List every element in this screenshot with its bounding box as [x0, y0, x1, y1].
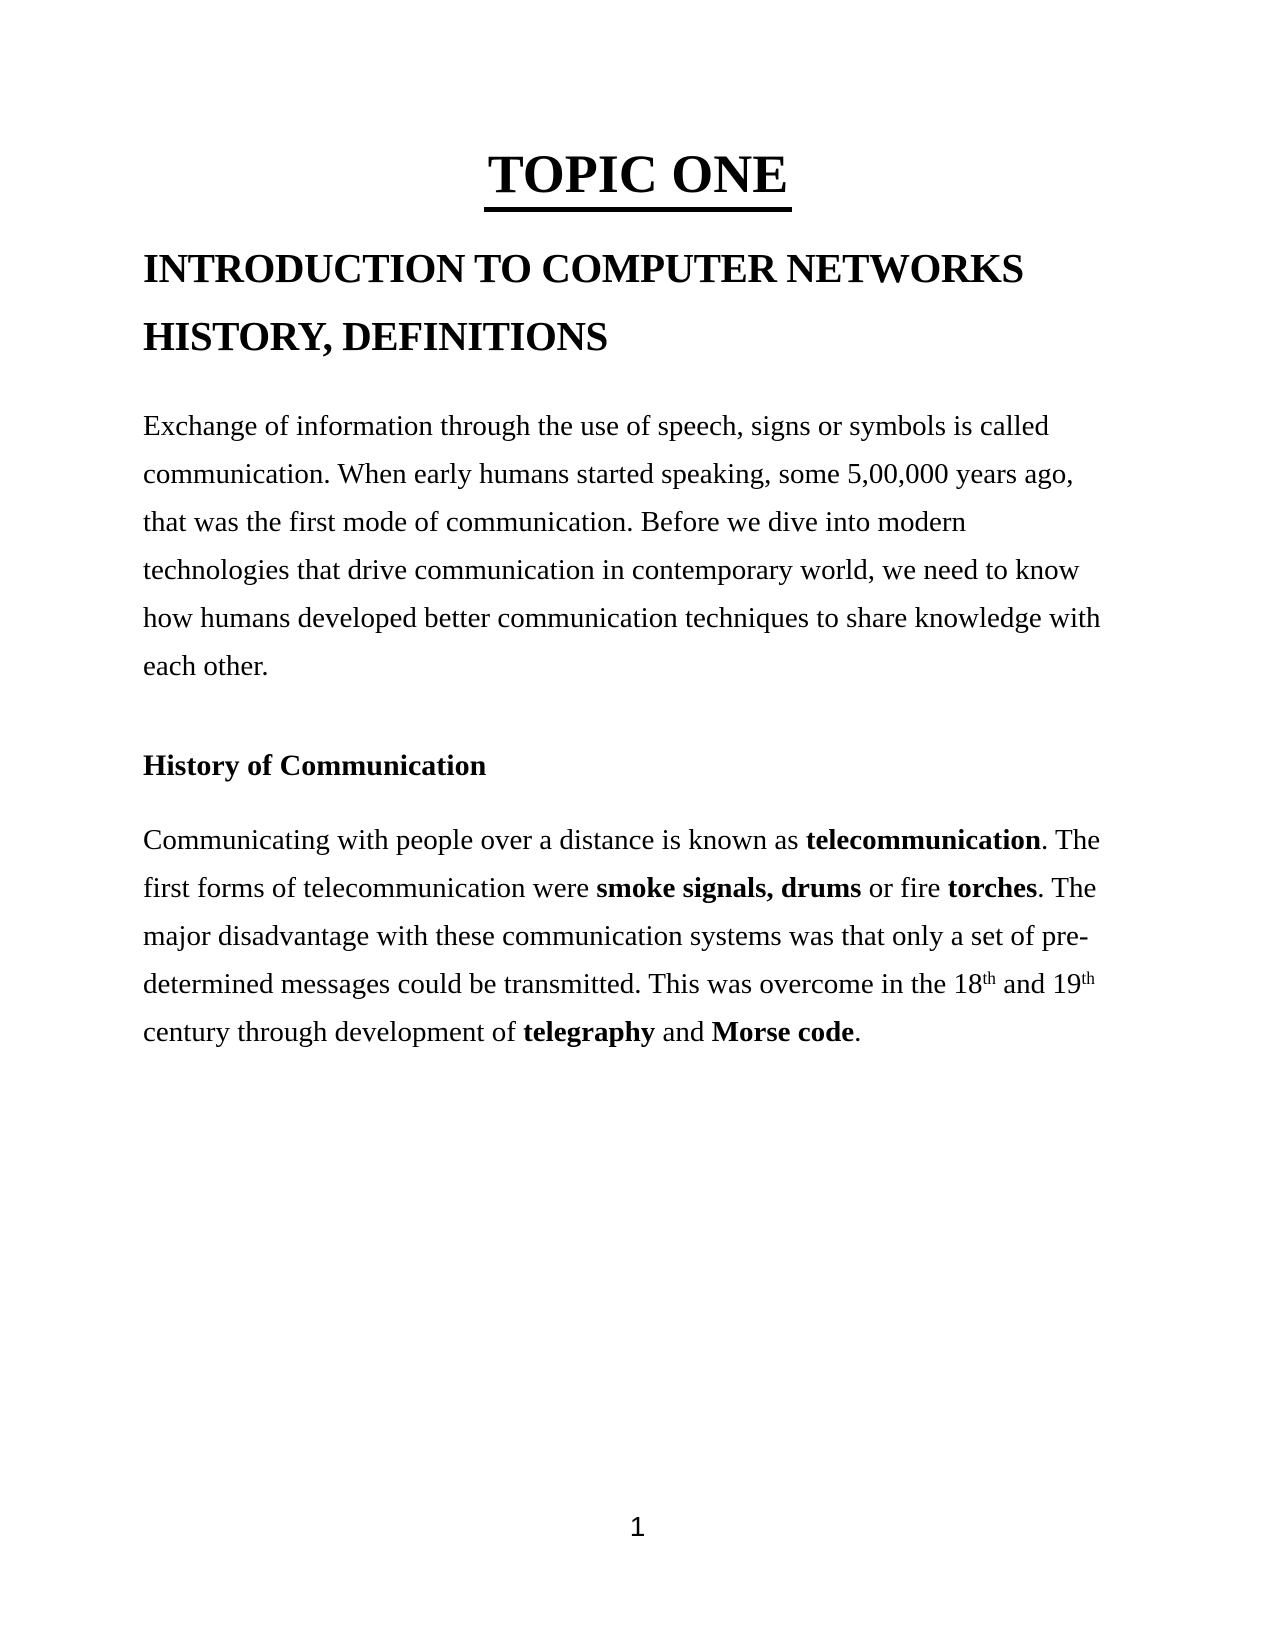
- text-line: communication. When early humans started speaking, some 5,00,000 years ago,: [143, 458, 1074, 490]
- text-line: century through development of telegraphy and Morse code.: [143, 1016, 862, 1048]
- document-title-text: TOPIC ONE: [484, 143, 793, 212]
- text-line: first forms of telecommunication were smoke signals, drums or fire torches. The: [143, 872, 1097, 904]
- text-line: that was the first mode of communication. Before we dive into modern: [143, 506, 967, 538]
- text-line: Communicating with people over a distance is known as telecommunication. The: [143, 824, 1101, 856]
- text-line: each other.: [143, 650, 269, 682]
- paragraph-history: [143, 816, 1133, 1056]
- text-line: Exchange of information through the use of speech, signs or symbols is called: [143, 410, 1050, 442]
- subheading-history-of-communication: History of Communication: [143, 749, 487, 782]
- paragraph-intro: [143, 402, 1133, 690]
- text-line: major disadvantage with these communication systems was that only a set of pre-: [143, 920, 1089, 952]
- page-number: 1: [629, 1511, 646, 1542]
- text-line: HISTORY, DEFINITIONS: [143, 313, 608, 359]
- text-line: INTRODUCTION TO COMPUTER NETWORKS: [143, 245, 1024, 291]
- main-heading: [143, 234, 1133, 370]
- document-title: [143, 143, 1133, 212]
- text-line: technologies that drive communication in contemporary world, we need to know: [143, 554, 1080, 586]
- text-line: how humans developed better communication techniques to share knowledge with: [143, 602, 1101, 634]
- text-line: determined messages could be transmitted. This was overcome in the 18th and 19th: [143, 968, 1095, 1000]
